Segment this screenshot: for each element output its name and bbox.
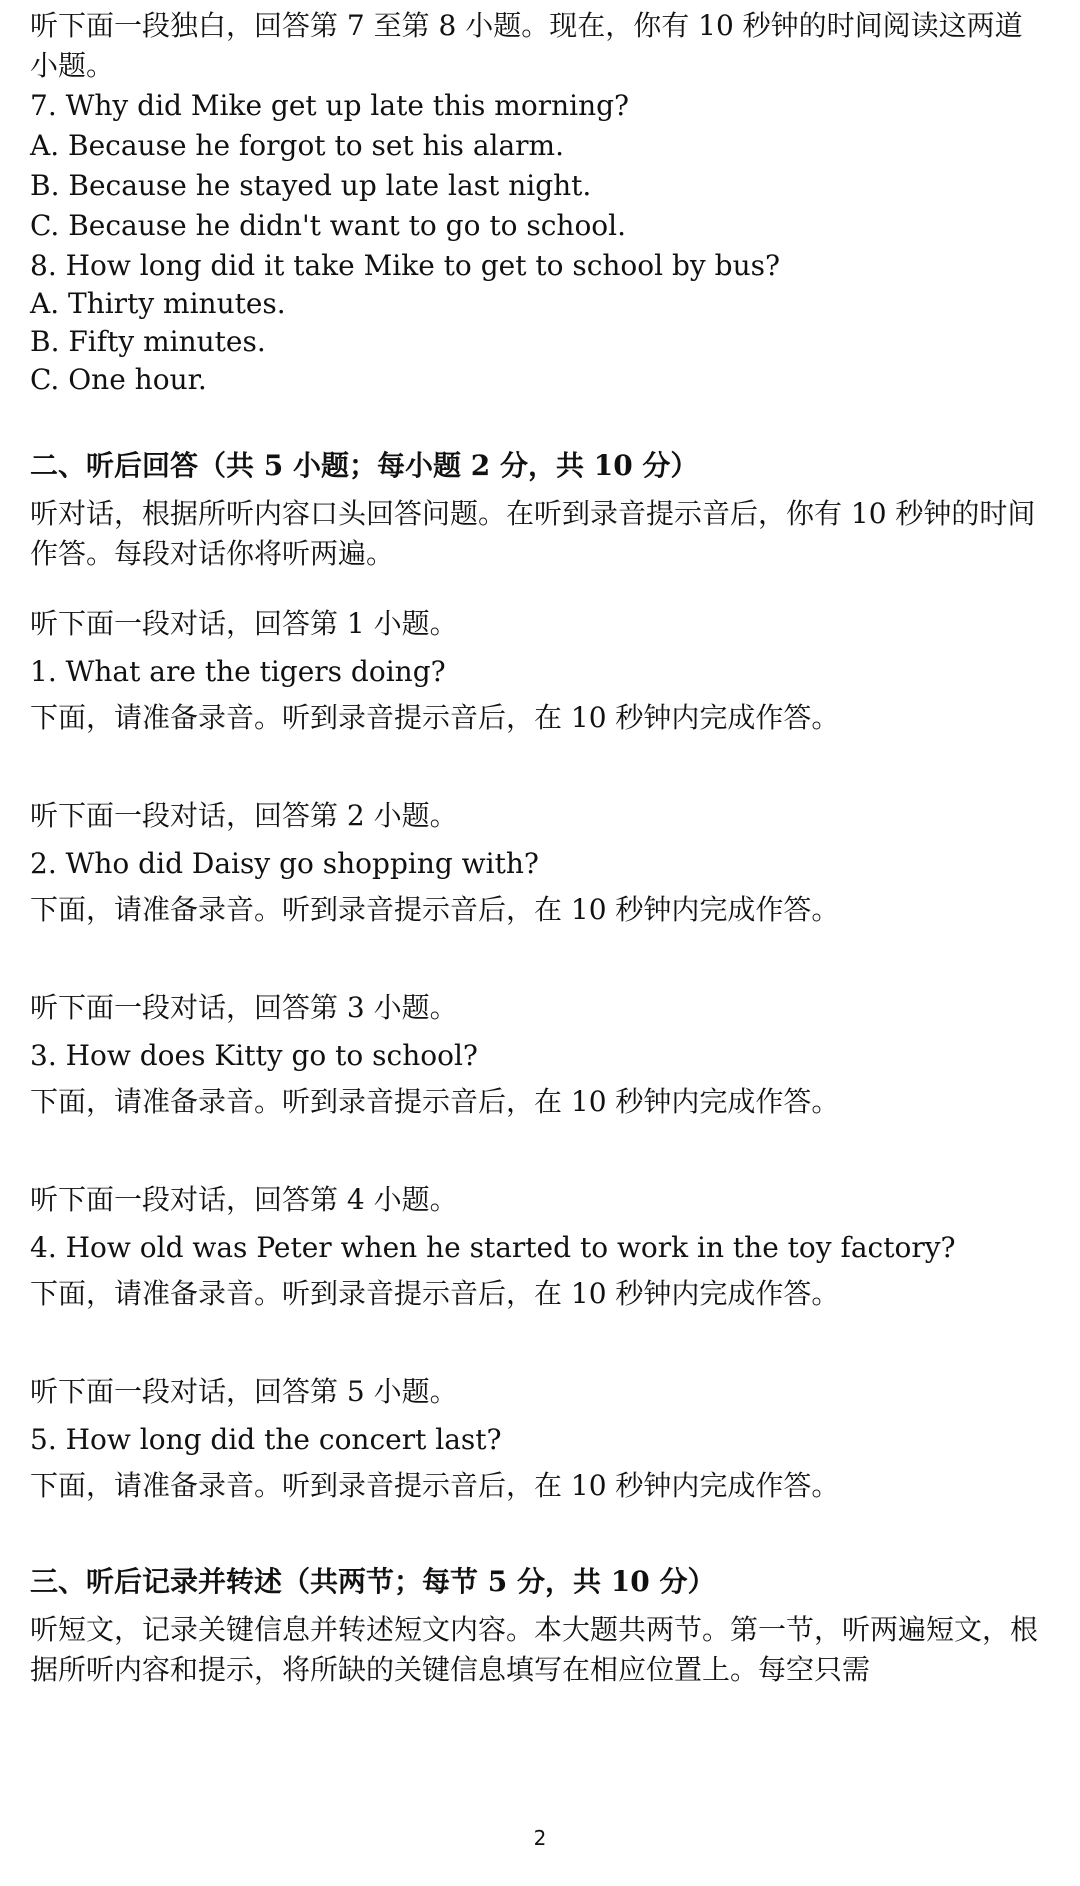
dialogue-4-question: 4. How old was Peter when he started to work in the toy factory? [30,1231,956,1264]
dialogue-2-intro: 听下面一段对话，回答第 2 小题。 [30,799,458,832]
part2-instructions: 听对话，根据所听内容口头回答问题。在听到录音提示音后，你有 10 秒钟的时间作答。每段对话你将听两遍。 [30,497,1036,570]
question-8: 8. How long did it take Mike to get to school by bus? [30,249,780,282]
question-7: 7. Why did Mike get up late this morning? [30,89,630,122]
dialogue-5-intro: 听下面一段对话，回答第 5 小题。 [30,1375,458,1408]
dialogue-1-prompt: 下面，请准备录音。听到录音提示音后，在 10 秒钟内完成作答。 [30,701,840,734]
dialogue-5-question: 5. How long did the concert last? [30,1423,502,1456]
part3-heading: 三、听后记录并转述（共两节；每节 5 分，共 10 分） [30,1565,716,1598]
dialogue-2-prompt: 下面，请准备录音。听到录音提示音后，在 10 秒钟内完成作答。 [30,893,840,926]
dialogue-5-prompt: 下面，请准备录音。听到录音提示音后，在 10 秒钟内完成作答。 [30,1469,840,1502]
question-7-option-a: A. Because he forgot to set his alarm. [30,129,564,162]
question-7-option-c: C. Because he didn't want to go to school. [30,209,627,242]
dialogue-1-intro: 听下面一段对话，回答第 1 小题。 [30,607,458,640]
part2-heading: 二、听后回答（共 5 小题；每小题 2 分，共 10 分） [30,449,699,482]
part3-instructions: 听短文，记录关键信息并转述短文内容。本大题共两节。第一节，听两遍短文，根据所听内容和提示，将所缺的关键信息填写在相应位置上。每空只需 [30,1613,1039,1686]
dialogue-1-question: 1. What are the tigers doing? [30,655,446,688]
question-8-option-a: A. Thirty minutes. [30,287,286,320]
dialogue-2-question: 2. Who did Daisy go shopping with? [30,847,539,880]
question-8-option-b: B. Fifty minutes. [30,325,266,358]
page-number: 2 [533,1826,547,1850]
question-8-option-c: C. One hour. [30,363,207,396]
dialogue-4-prompt: 下面，请准备录音。听到录音提示音后，在 10 秒钟内完成作答。 [30,1277,840,1310]
part1-intro: 听下面一段独白，回答第 7 至第 8 小题。现在，你有 10 秒钟的时间阅读这两道小题。 [30,9,1023,82]
dialogue-3-prompt: 下面，请准备录音。听到录音提示音后，在 10 秒钟内完成作答。 [30,1085,840,1118]
dialogue-3-intro: 听下面一段对话，回答第 3 小题。 [30,991,458,1024]
dialogue-3-question: 3. How does Kitty go to school? [30,1039,478,1072]
question-7-option-b: B. Because he stayed up late last night. [30,169,592,202]
dialogue-4-intro: 听下面一段对话，回答第 4 小题。 [30,1183,458,1216]
